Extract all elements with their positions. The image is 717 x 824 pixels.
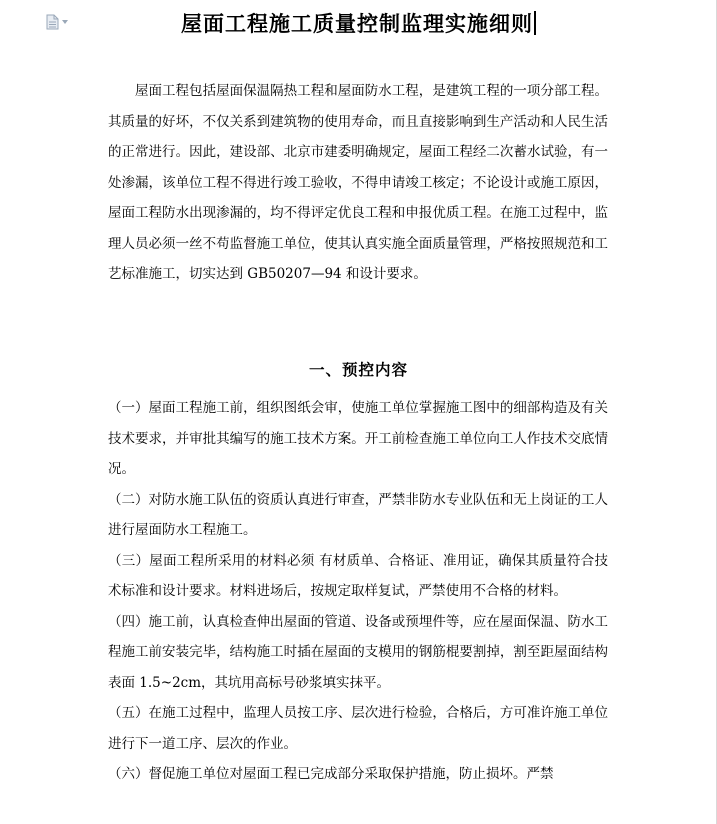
list-item[interactable]: （一）屋面工程施工前，组织图纸会审，使施工单位掌握施工图中的细部构造及有关技术要求，并审批其编写的施工技术方案。开工前检查施工单位向工人作技术交底情况。 [108, 400, 608, 477]
list-item[interactable]: （三）屋面工程所采用的材料必须 有材质单、合格证、准用证，确保其质量符合技术标准和设计要求。材料进场后，按规定取样复试，严禁使用不合格的材料。 [108, 552, 608, 599]
intro-section [108, 76, 608, 290]
intro-paragraph[interactable]: 屋面工程包括屋面保温隔热工程和屋面防水工程，是建筑工程的一项分部工程。其质量的好坏，不仅关系到建筑物的使用寿命，而且直接影响到生产活动和人民生活的正常进行。因此，建设部、北京市建委明确规定，屋面工程经二次蓄水试验，有一处渗漏，该单位工程不得进行竣工验收，不得申请竣工核定；不论设计或施工原因，屋面工程防水出现渗漏的，均不得评定优良工程和申报优质工程。在施工过程中，监理人员必须一丝不苟监督施工单位，使其认真实施全面质量管理，严格按照规范和工艺标准施工，切实达到 GB50207—94 和设计要求。 [108, 83, 608, 282]
list-item[interactable]: （二）对防水施工队伍的资质认真进行审查，严禁非防水专业队伍和无上岗证的工人进行屋面防水工程施工。 [108, 491, 608, 538]
section-heading[interactable]: 一、预控内容 [308, 360, 408, 379]
list-item[interactable]: （六）督促施工单位对屋面工程已完成部分采取保护措施，防止损坏。严禁 [108, 766, 554, 782]
title-block [0, 8, 717, 40]
list-item[interactable]: （四）施工前，认真检查伸出屋面的管道、设备或预埋件等，应在屋面保温、防水工程施工前安装完毕，结构施工时插在屋面的支模用的钢筋棍要割掉，割至距屋面结构表面 1.5~2cm，其坑用高标号砂浆填实抹平。 [108, 613, 608, 691]
document-title[interactable]: 屋面工程施工质量控制监理实施细则 [181, 11, 533, 36]
text-cursor [534, 11, 536, 35]
item-list [108, 393, 608, 790]
list-item[interactable]: （五）在施工过程中，监理人员按工序、层次进行检验，合格后，方可准许施工单位进行下一道工序、层次的作业。 [108, 705, 608, 752]
